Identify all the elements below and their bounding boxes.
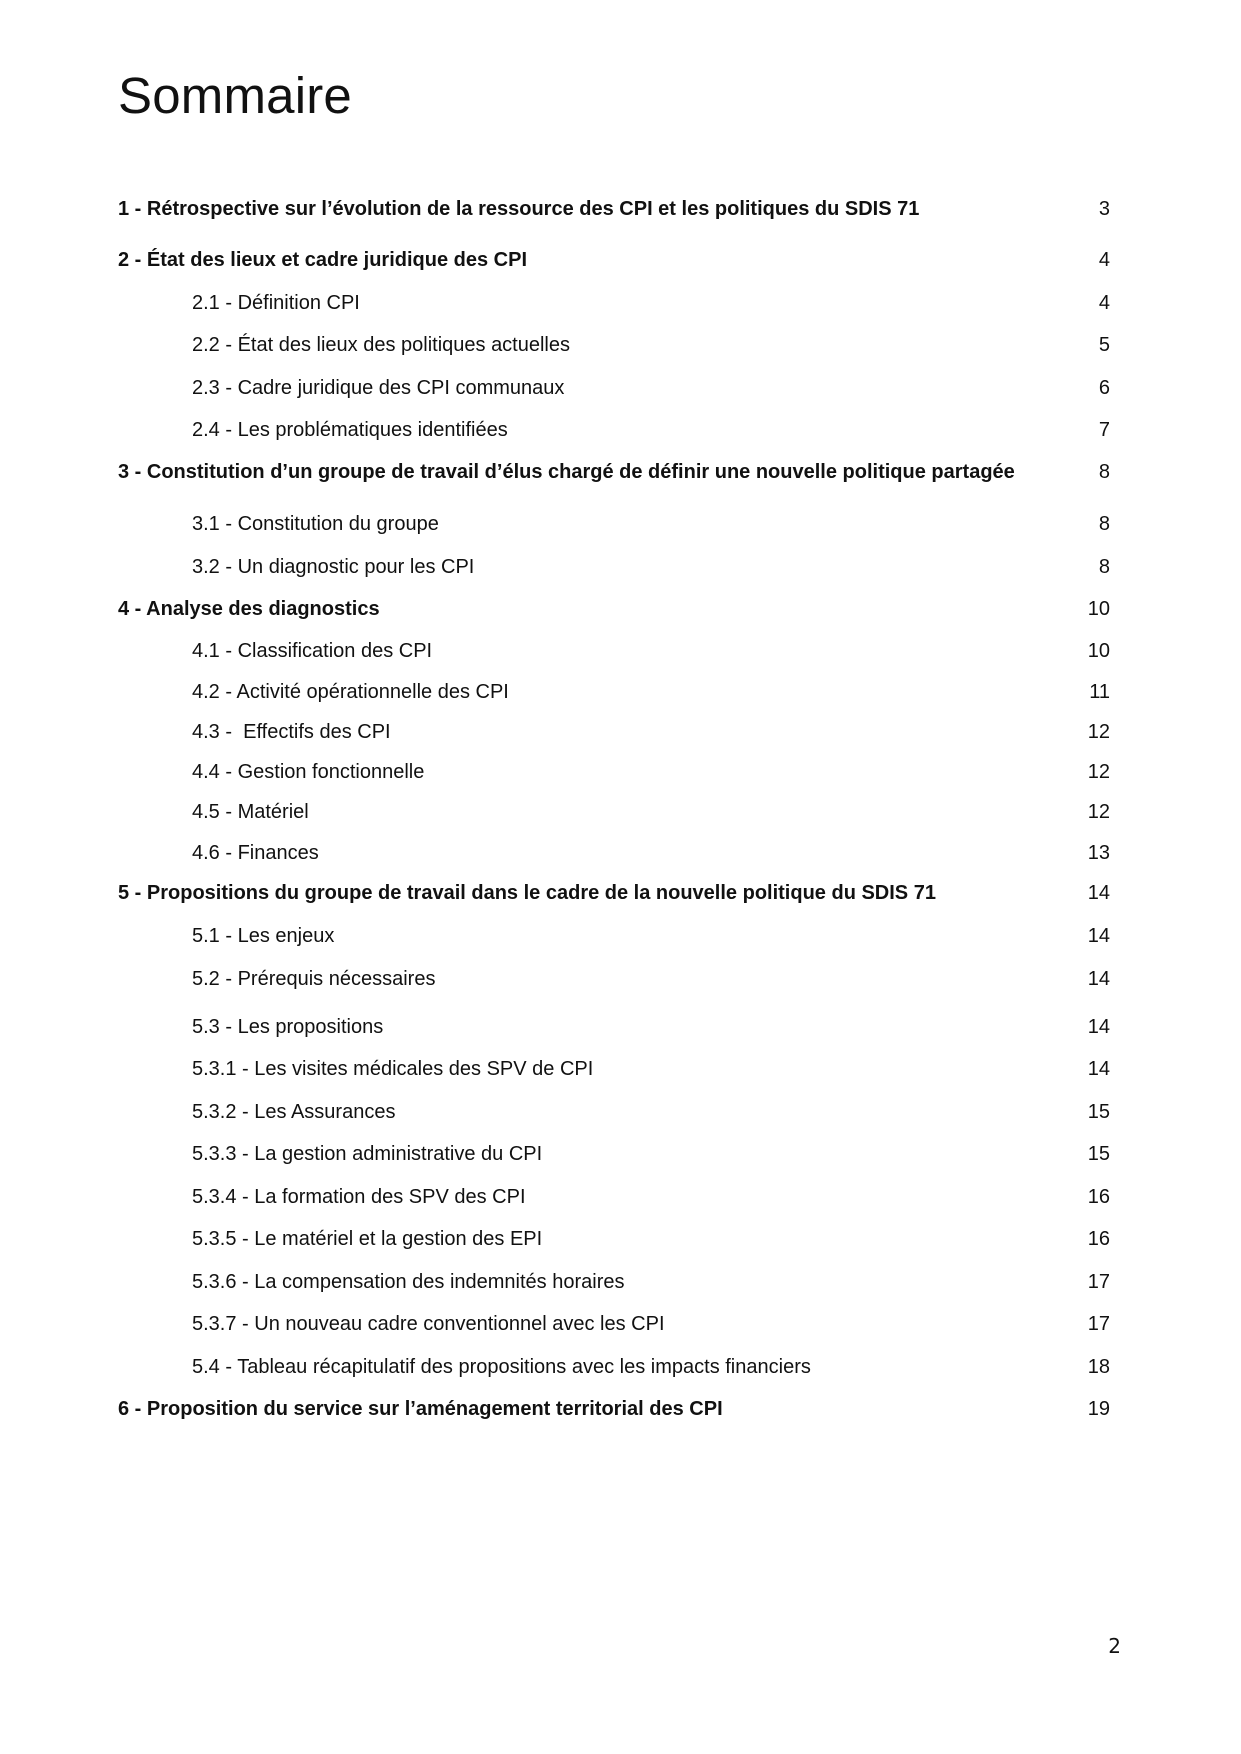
- toc-entry-page: 13: [1087, 842, 1110, 864]
- toc-entry-page: 11: [1089, 681, 1110, 703]
- toc-entry-page: 8: [1098, 461, 1110, 483]
- toc-entry-label: 4.6 - Finances: [192, 842, 319, 864]
- toc-entry-label: 4.2 - Activité opérationnelle des CPI: [192, 681, 509, 703]
- toc-entry-4[interactable]: [0, 594, 1241, 624]
- toc-entry-5-3-6[interactable]: [0, 1267, 1241, 1297]
- toc-entry-label: 3 - Constitution d’un groupe de travail d’élus chargé de définir une nouvelle politique partagée: [118, 461, 1015, 483]
- toc-entry-5-3-3[interactable]: [0, 1139, 1241, 1169]
- toc-entry-page: 17: [1087, 1271, 1110, 1293]
- toc-entry-label: 5.2 - Prérequis nécessaires: [192, 968, 436, 990]
- toc-entry-label: 1 - Rétrospective sur l’évolution de la ressource des CPI et les politiques du SDIS 71: [118, 198, 920, 220]
- toc-entry-page: 14: [1087, 968, 1110, 990]
- toc-entry-page: 15: [1087, 1101, 1110, 1123]
- toc-entry-page: 16: [1087, 1228, 1110, 1250]
- toc-entry-page: 18: [1087, 1356, 1110, 1378]
- toc-entry-6[interactable]: [0, 1394, 1241, 1424]
- toc-entry-2-1[interactable]: [0, 288, 1241, 318]
- toc-entry-4-6[interactable]: [0, 838, 1241, 868]
- toc-entry-5[interactable]: [0, 878, 1241, 908]
- toc-entry-label: 2.4 - Les problématiques identifiées: [192, 419, 508, 441]
- toc-entry-page: 17: [1087, 1313, 1110, 1335]
- toc-entry-label: 6 - Proposition du service sur l’aménagement territorial des CPI: [118, 1398, 723, 1420]
- toc-entry-4-4[interactable]: [0, 757, 1241, 787]
- toc-entry-2[interactable]: [0, 245, 1241, 275]
- toc-entry-page: 4: [1098, 249, 1110, 271]
- toc-entry-label: 4.4 - Gestion fonctionnelle: [192, 761, 425, 783]
- toc-entry-page: 14: [1087, 1058, 1110, 1080]
- toc-entry-page: 8: [1098, 513, 1110, 535]
- toc-entry-5-1[interactable]: [0, 921, 1241, 951]
- toc-entry-5-2[interactable]: [0, 964, 1241, 994]
- toc-entry-page: 12: [1087, 761, 1110, 783]
- toc-entry-label: 5.3.5 - Le matériel et la gestion des EPI: [192, 1228, 543, 1250]
- toc-entry-label: 2.1 - Définition CPI: [192, 292, 360, 314]
- toc-entry-page: 7: [1098, 419, 1110, 441]
- toc-entry-label: 3.1 - Constitution du groupe: [192, 513, 439, 535]
- toc-entry-4-2[interactable]: [0, 677, 1241, 707]
- toc-entry-label: 4.1 - Classification des CPI: [192, 640, 433, 662]
- toc-entry-label: 5.4 - Tableau récapitulatif des propositions avec les impacts financiers: [192, 1356, 811, 1378]
- page-title: Sommaire: [118, 67, 352, 124]
- toc-entry-2-4[interactable]: [0, 415, 1241, 445]
- toc-entry-label: 2.2 - État des lieux des politiques actuelles: [192, 334, 570, 356]
- toc-entry-label: 4.3 - Effectifs des CPI: [192, 721, 391, 743]
- toc-entry-label: 3.2 - Un diagnostic pour les CPI: [192, 556, 475, 578]
- toc-entry-page: 14: [1087, 1016, 1110, 1038]
- toc-entry-label: 4 - Analyse des diagnostics: [118, 598, 380, 620]
- toc-entry-page: 4: [1098, 292, 1110, 314]
- toc-entry-label: 4.5 - Matériel: [192, 801, 309, 823]
- toc-entry-page: 8: [1098, 556, 1110, 578]
- toc-entry-5-3-4[interactable]: [0, 1182, 1241, 1212]
- toc-entry-page: 14: [1087, 925, 1110, 947]
- toc-entry-label: 5.3.1 - Les visites médicales des SPV de CPI: [192, 1058, 594, 1080]
- toc-entry-page: 6: [1098, 377, 1110, 399]
- toc-entry-page: 3: [1098, 198, 1110, 220]
- toc-entry-page: 10: [1087, 598, 1110, 620]
- toc-entry-label: 5.3.2 - Les Assurances: [192, 1101, 396, 1123]
- toc-entry-1[interactable]: [0, 194, 1241, 224]
- toc-entry-page: 19: [1087, 1398, 1110, 1420]
- toc-entry-4-5[interactable]: [0, 797, 1241, 827]
- toc-entry-2-2[interactable]: [0, 330, 1241, 360]
- toc-entry-page: 5: [1098, 334, 1110, 356]
- toc-entry-page: 12: [1087, 721, 1110, 743]
- page-number: 2: [1108, 1634, 1121, 1658]
- toc-entry-label: 5.3.7 - Un nouveau cadre conventionnel avec les CPI: [192, 1313, 665, 1335]
- toc-entry-5-3-2[interactable]: [0, 1097, 1241, 1127]
- toc-entry-2-3[interactable]: [0, 373, 1241, 403]
- toc-entry-5-3-5[interactable]: [0, 1224, 1241, 1254]
- toc-entry-label: 5 - Propositions du groupe de travail dans le cadre de la nouvelle politique du SDIS 71: [118, 882, 936, 904]
- toc-entry-label: 5.3.6 - La compensation des indemnités horaires: [192, 1271, 625, 1293]
- toc-entry-4-3[interactable]: [0, 717, 1241, 747]
- toc-entry-page: 16: [1087, 1186, 1110, 1208]
- toc-entry-page: 15: [1087, 1143, 1110, 1165]
- toc-entry-5-4[interactable]: [0, 1352, 1241, 1382]
- toc-entry-label: 2.3 - Cadre juridique des CPI communaux: [192, 377, 565, 399]
- toc-entry-3-2[interactable]: [0, 552, 1241, 582]
- toc-entry-4-1[interactable]: [0, 636, 1241, 666]
- toc-entry-3-1[interactable]: [0, 509, 1241, 539]
- toc-entry-label: 5.3 - Les propositions: [192, 1016, 384, 1038]
- toc-entry-5-3-7[interactable]: [0, 1309, 1241, 1339]
- toc-entry-5-3-1[interactable]: [0, 1054, 1241, 1084]
- toc-entry-label: 5.3.3 - La gestion administrative du CPI: [192, 1143, 543, 1165]
- toc-entry-label: 5.3.4 - La formation des SPV des CPI: [192, 1186, 526, 1208]
- toc-entry-page: 10: [1087, 640, 1110, 662]
- toc-entry-label: 2 - État des lieux et cadre juridique des CPI: [118, 249, 528, 271]
- toc-entry-page: 14: [1087, 882, 1110, 904]
- toc-entry-5-3[interactable]: [0, 1012, 1241, 1042]
- toc-entry-page: 12: [1087, 801, 1110, 823]
- toc-entry-3[interactable]: [0, 457, 1241, 487]
- toc-entry-label: 5.1 - Les enjeux: [192, 925, 335, 947]
